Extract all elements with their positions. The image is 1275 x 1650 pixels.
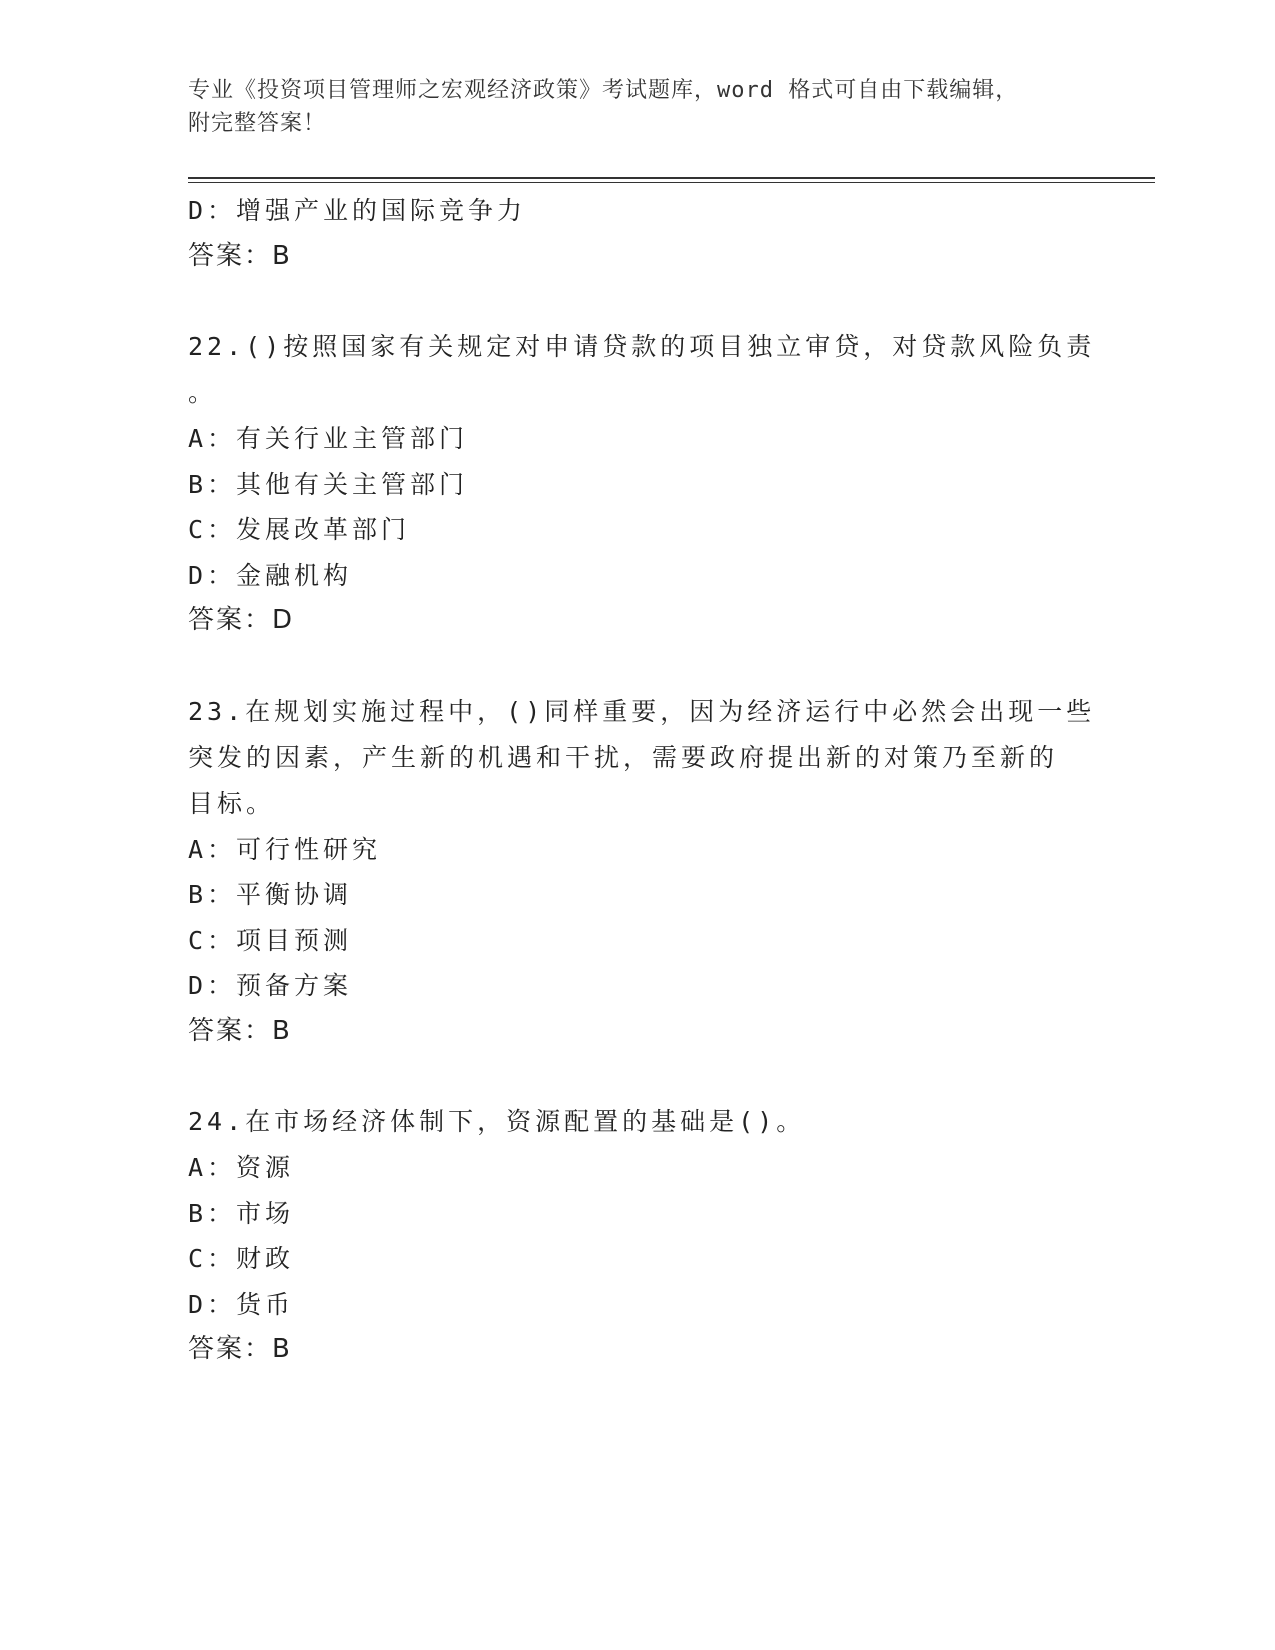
q24-stem-line-1: 24.在市场经济体制下，资源配置的基础是()。 (188, 1107, 806, 1136)
q24-answer: 答案：B (188, 1334, 292, 1364)
q24-option-b: B：市场 (188, 1198, 295, 1228)
q22-option-b: B：其他有关主管部门 (188, 469, 469, 499)
q22-answer: 答案：D (188, 605, 295, 635)
q24-option-c: C：财政 (188, 1244, 295, 1273)
spacer (188, 644, 1088, 689)
q23-option-c: C：项目预测 (188, 925, 353, 955)
q22-option-a: A：有关行业主管部门 (188, 424, 469, 453)
q23-stem-line-1: 23.在规划实施过程中，()同样重要，因为经济运行中必然会出现一些 (188, 696, 1096, 726)
q23-stem-line-2: 突发的因素，产生新的机遇和干扰，需要政府提出新的对策乃至新的 (188, 742, 1059, 772)
question-24 (188, 1099, 1088, 1373)
q21-option-d: D：增强产业的国际竞争力 (188, 196, 527, 225)
q23-stem-line-3: 目标。 (188, 788, 276, 818)
q22-option-d: D：金融机构 (188, 560, 353, 590)
page-header (188, 74, 1068, 140)
spacer (188, 1054, 1088, 1099)
spacer (188, 279, 1088, 324)
header-line-1: 专业《投资项目管理师之宏观经济政策》考试题库，word 格式可自由下载编辑， (188, 78, 1019, 103)
q23-option-a: A：可行性研究 (188, 834, 382, 864)
q22-option-c: C：发展改革部门 (188, 515, 411, 544)
question-content (188, 188, 1096, 1373)
q21-answer: 答案：B (188, 240, 292, 271)
header-line-2: 附完整答案！ (188, 111, 327, 136)
q23-option-d: D：预备方案 (188, 971, 353, 1000)
q23-answer: 答案：B (188, 1015, 292, 1046)
question-22 (188, 324, 1096, 644)
q24-option-d: D：货币 (188, 1289, 295, 1319)
question-23 (188, 689, 1096, 1055)
q24-option-a: A：资源 (188, 1153, 295, 1182)
q22-stem-line-2: 。 (188, 378, 218, 407)
header-rule (188, 177, 1155, 183)
q22-stem-line-1: 22.()按照国家有关规定对申请贷款的项目独立审贷，对贷款风险负责 (188, 332, 1096, 361)
q23-option-b: B：平衡协调 (188, 880, 353, 909)
